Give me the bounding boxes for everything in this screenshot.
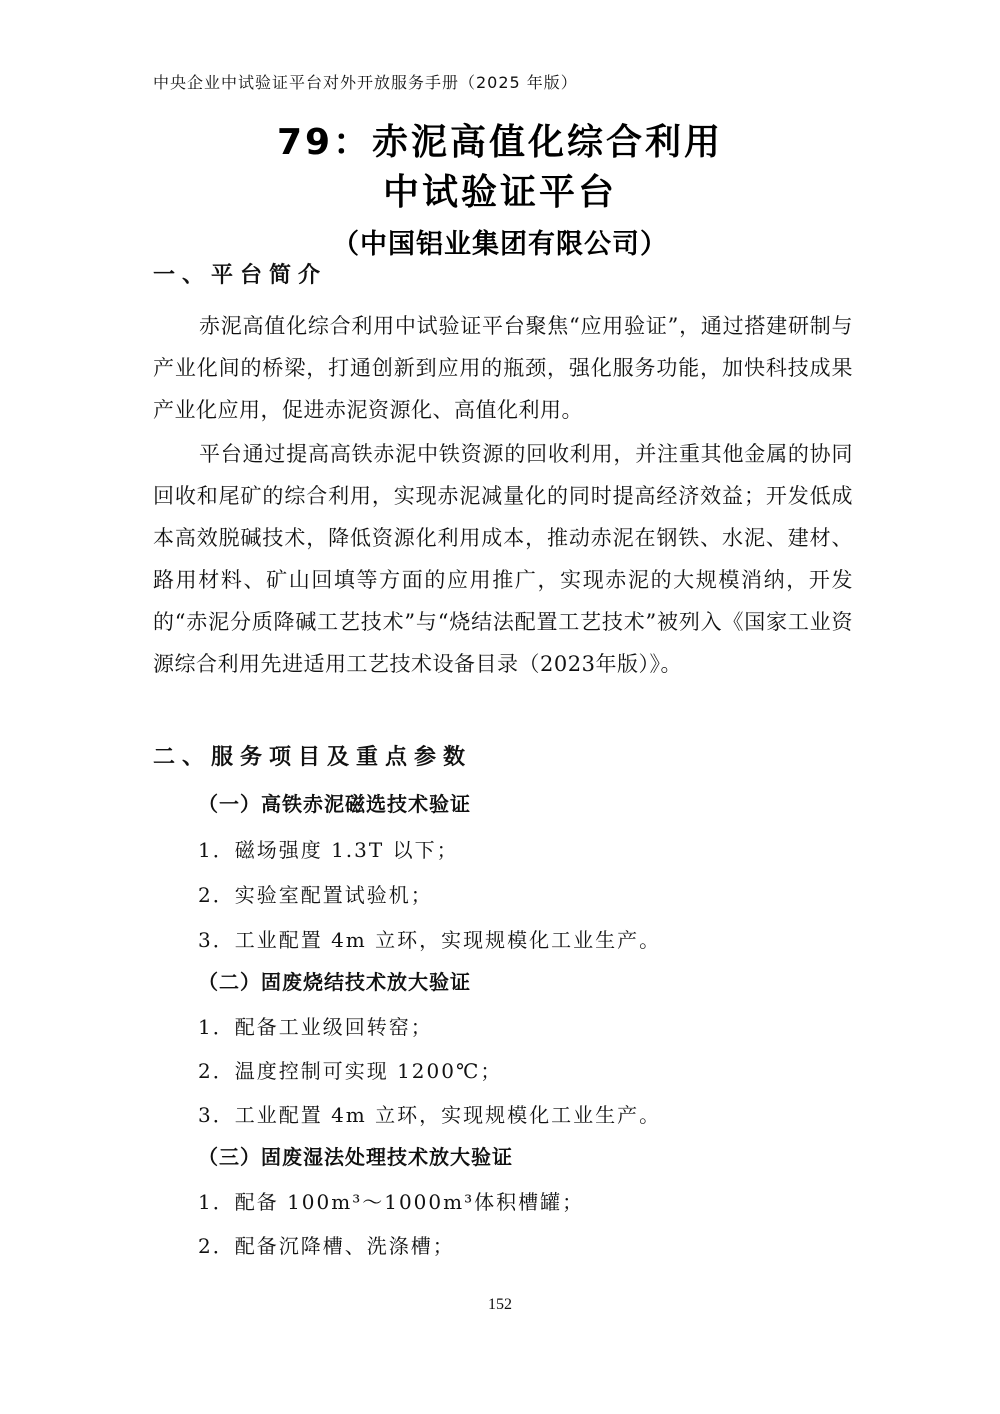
list-item: 3．工业配置 4m 立环，实现规模化工业生产。	[198, 1103, 662, 1127]
section-heading-platform-intro: 一、平台简介	[153, 263, 328, 288]
sub-heading-magnetic-separation: （一）高铁赤泥磁选技术验证	[198, 792, 471, 816]
list-item: 2．实验室配置试验机；	[198, 883, 433, 907]
list-item: 1．配备工业级回转窑；	[198, 1015, 433, 1039]
paragraph-intro-2: 平台通过提高高铁赤泥中铁资源的回收利用，并注重其他金属的协同回收和尾矿的综合利用，实现赤泥减量化的同时提高经济效益；开发低成本高效脱碱技术，降低资源化利用成本，推动赤泥在钢铁、水泥、建材、路用材料、矿山回填等方面的应用推广，实现赤泥的大规模消纳，开发的“赤泥分质降碱工艺技术”与“烧结法配置工艺技术”被列入《国家工业资源综合利用先进适用工艺技术设备目录（2023年版）》。	[153, 442, 853, 676]
list-item: 1．配备 100m³～1000m³体积槽罐；	[198, 1190, 585, 1214]
document-title	[0, 118, 1000, 262]
running-header: 中央企业中试验证平台对外开放服务手册（2025 年版）	[153, 73, 578, 92]
paragraph-intro-1: 赤泥高值化综合利用中试验证平台聚焦“应用验证”，通过搭建研制与产业化间的桥梁，打通创新到应用的瓶颈，强化服务功能，加快科技成果产业化应用，促进赤泥资源化、高值化利用。	[153, 314, 853, 422]
title-line-2: 中试验证平台	[382, 172, 617, 213]
sub-heading-wet-processing: （三）固废湿法处理技术放大验证	[198, 1145, 513, 1169]
list-item: 2．温度控制可实现 1200℃；	[198, 1059, 503, 1083]
title-organization: （中国铝业集团有限公司）	[332, 229, 668, 260]
title-line-1: 79：赤泥高值化综合利用	[276, 122, 724, 163]
page-number: 152	[488, 1296, 512, 1313]
sub-heading-sintering: （二）固废烧结技术放大验证	[198, 970, 471, 994]
list-item: 1．磁场强度 1.3T 以下；	[198, 838, 459, 862]
section-heading-services: 二、服务项目及重点参数	[153, 745, 473, 770]
list-item: 2．配备沉降槽、洗涤槽；	[198, 1234, 455, 1258]
list-item: 3．工业配置 4m 立环，实现规模化工业生产。	[198, 928, 662, 952]
